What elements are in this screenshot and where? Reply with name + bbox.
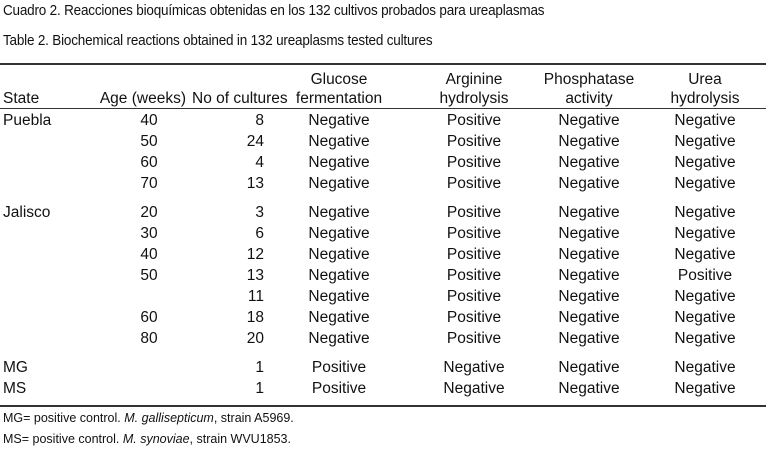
cell-urea: Negative	[674, 133, 736, 150]
table-row	[0, 378, 766, 399]
table-row	[0, 357, 766, 378]
cell-phosphatase: Negative	[558, 288, 620, 305]
cell-urea: Negative	[674, 359, 736, 376]
table-body	[0, 110, 766, 399]
cell-age	[86, 357, 192, 378]
cell-cultures: 20	[246, 330, 264, 347]
cell-state	[0, 223, 86, 244]
cell-arginine: Positive	[446, 204, 502, 221]
cell-cultures: 1	[255, 359, 264, 376]
cell-state	[0, 173, 86, 194]
table-bottom-rule	[0, 405, 766, 407]
cell-phosphatase: Negative	[558, 380, 620, 397]
cell-glucose: Negative	[308, 133, 370, 150]
table-row	[0, 307, 766, 328]
header-urea: Urea hydrolysis	[670, 71, 740, 107]
cell-arginine: Positive	[446, 330, 502, 347]
cell-glucose: Negative	[308, 246, 370, 263]
cell-arginine: Positive	[446, 309, 502, 326]
table-row	[0, 152, 766, 173]
cell-age: 40	[140, 112, 158, 129]
cell-urea: Negative	[674, 330, 736, 347]
cell-glucose: Positive	[311, 359, 367, 376]
cell-urea: Negative	[674, 380, 736, 397]
cell-glucose: Negative	[308, 175, 370, 192]
cell-arginine: Positive	[446, 154, 502, 171]
table-header-row	[0, 66, 766, 110]
cell-state: MG	[3, 359, 28, 376]
group-spacer	[0, 194, 766, 202]
cell-glucose: Negative	[308, 112, 370, 129]
cell-phosphatase: Negative	[558, 267, 620, 284]
cell-glucose: Negative	[308, 267, 370, 284]
cell-state: Jalisco	[3, 204, 51, 221]
table-top-rule	[0, 63, 766, 65]
cell-phosphatase: Negative	[558, 204, 620, 221]
cell-urea: Positive	[677, 267, 733, 284]
header-arginine: Arginine hydrolysis	[439, 71, 509, 107]
table-row	[0, 110, 766, 131]
cell-state	[0, 286, 86, 307]
cell-state	[0, 152, 86, 173]
cell-state: MS	[3, 380, 27, 397]
cell-phosphatase: Negative	[558, 246, 620, 263]
cell-cultures: 12	[246, 246, 264, 263]
header-cultures: No of cultures	[192, 90, 288, 107]
cell-age: 30	[140, 225, 158, 242]
table-row	[0, 286, 766, 307]
cell-cultures: 4	[255, 154, 264, 171]
cell-phosphatase: Negative	[558, 225, 620, 242]
cell-phosphatase: Negative	[558, 154, 620, 171]
cell-arginine: Positive	[446, 267, 502, 284]
cell-phosphatase: Negative	[558, 112, 620, 129]
cell-urea: Negative	[674, 225, 736, 242]
cell-arginine: Negative	[443, 380, 505, 397]
cell-state	[0, 265, 86, 286]
cell-urea: Negative	[674, 154, 736, 171]
cell-age	[86, 286, 192, 307]
cell-age: 50	[140, 267, 158, 284]
header-glucose: Glucose fermentation	[295, 71, 383, 107]
cell-urea: Negative	[674, 175, 736, 192]
cell-age	[86, 378, 192, 399]
cell-glucose: Negative	[308, 309, 370, 326]
cell-state	[0, 244, 86, 265]
cell-state: Puebla	[3, 112, 52, 129]
cell-glucose: Negative	[308, 154, 370, 171]
cell-cultures: 8	[255, 112, 264, 129]
cell-arginine: Positive	[446, 225, 502, 242]
cell-arginine: Negative	[443, 359, 505, 376]
header-state: State	[3, 90, 40, 107]
cell-urea: Negative	[674, 112, 736, 129]
cell-glucose: Negative	[308, 330, 370, 347]
cell-age: 80	[140, 330, 158, 347]
cell-cultures: 24	[246, 133, 264, 150]
cell-glucose: Negative	[308, 288, 370, 305]
cell-cultures: 6	[255, 225, 264, 242]
cell-glucose: Negative	[308, 225, 370, 242]
cell-urea: Negative	[674, 309, 736, 326]
cell-cultures: 13	[246, 175, 264, 192]
cell-age: 20	[140, 204, 158, 221]
cell-arginine: Positive	[446, 246, 502, 263]
biochemical-reactions-table	[0, 66, 766, 399]
cell-cultures: 3	[255, 204, 264, 221]
cell-phosphatase: Negative	[558, 330, 620, 347]
cell-age: 50	[140, 133, 158, 150]
cell-arginine: Positive	[446, 133, 502, 150]
footnote-mg: MG= positive control. M. gallisepticum, strain A5969.	[3, 411, 294, 425]
cell-urea: Negative	[674, 288, 736, 305]
cell-age: 60	[140, 309, 158, 326]
cell-phosphatase: Negative	[558, 309, 620, 326]
cell-arginine: Positive	[446, 288, 502, 305]
cell-phosphatase: Negative	[558, 175, 620, 192]
cell-glucose: Positive	[311, 380, 367, 397]
table-row	[0, 265, 766, 286]
cell-cultures: 18	[246, 309, 264, 326]
cell-cultures: 13	[246, 267, 264, 284]
cell-cultures: 11	[247, 288, 264, 305]
cell-cultures: 1	[255, 380, 264, 397]
cell-urea: Negative	[674, 246, 736, 263]
cell-state	[0, 131, 86, 152]
cell-age: 40	[140, 246, 158, 263]
table-row	[0, 173, 766, 194]
table-row	[0, 202, 766, 223]
cell-state	[0, 328, 86, 349]
cell-phosphatase: Negative	[558, 359, 620, 376]
footnote-ms: MS= positive control. M. synoviae, strain WVU1853.	[3, 432, 291, 446]
group-spacer	[0, 349, 766, 357]
cell-glucose: Negative	[308, 204, 370, 221]
table-caption-english: Table 2. Biochemical reactions obtained in 132 ureaplasms tested cultures	[3, 33, 433, 49]
table-caption-spanish: Cuadro 2. Reacciones bioquímicas obtenidas en los 132 cultivos probados para ureaplasmas	[3, 3, 545, 19]
table-row	[0, 131, 766, 152]
cell-arginine: Positive	[446, 112, 502, 129]
cell-age: 70	[140, 175, 158, 192]
cell-state	[0, 307, 86, 328]
header-age: Age (weeks)	[99, 90, 186, 107]
table-row	[0, 244, 766, 265]
cell-arginine: Positive	[446, 175, 502, 192]
cell-phosphatase: Negative	[558, 133, 620, 150]
header-phosphatase: Phosphatase activity	[543, 71, 635, 107]
table-row	[0, 223, 766, 244]
cell-urea: Negative	[674, 204, 736, 221]
table-row	[0, 328, 766, 349]
cell-age: 60	[140, 154, 158, 171]
